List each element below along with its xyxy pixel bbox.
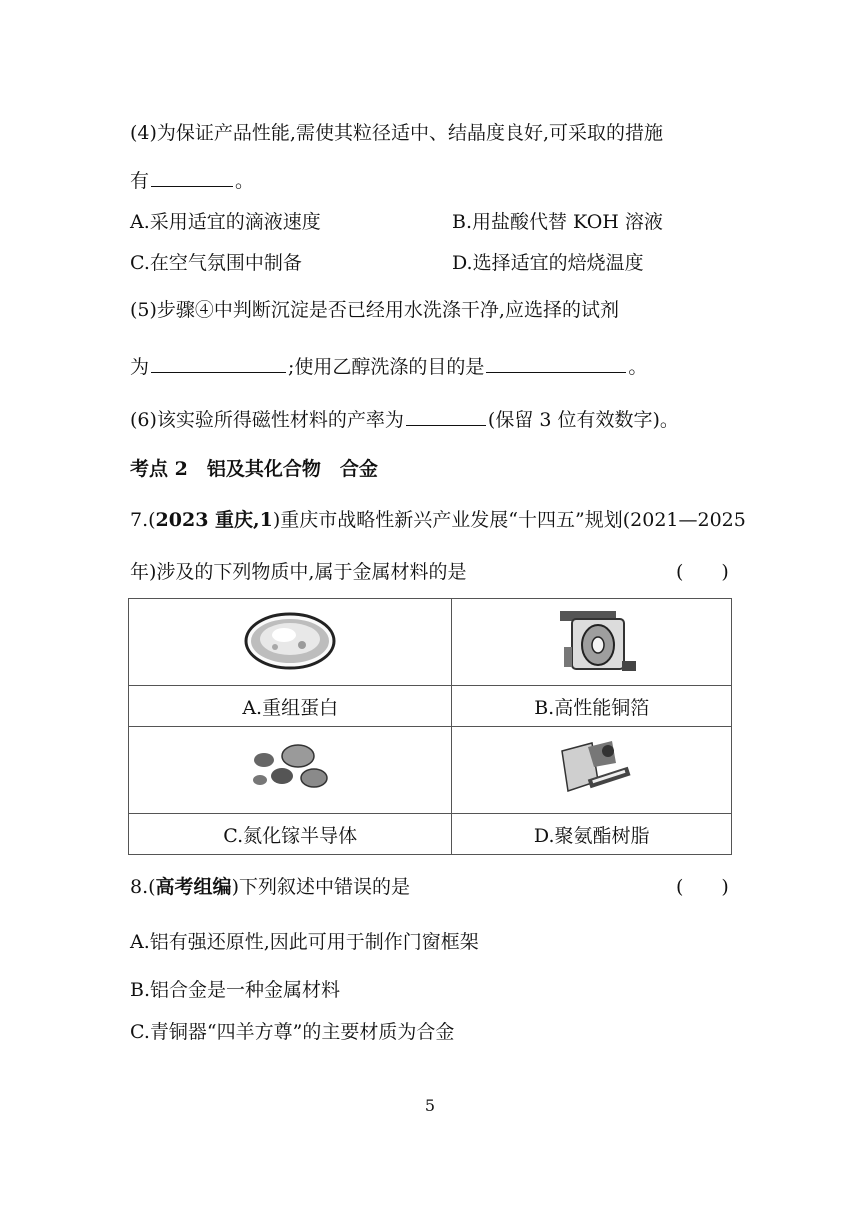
q7-option-a-image	[129, 599, 452, 686]
q5-stem-suffix: 。	[628, 356, 648, 378]
q8-option-c: C.青铜器“四羊方尊”的主要材质为合金	[130, 1021, 455, 1043]
q7-source: 2023 重庆,1	[155, 509, 273, 531]
q5-stem-line1: (5)步骤④中判断沉淀是否已经用水洗涤干净,应选择的试剂	[130, 299, 619, 321]
q5-stem-mid: ;使用乙醇洗涤的目的是	[288, 356, 485, 378]
q5-stem-line2	[130, 358, 647, 377]
q4-option-d: D.选择适宜的焙烧温度	[452, 252, 644, 274]
q6-stem-suffix: (保留 3 位有效数字)。	[487, 409, 679, 431]
q5-answer-blank-2	[486, 371, 626, 373]
q4-option-a: A.采用适宜的滴液速度	[130, 211, 321, 233]
q7-option-b-label: B.高性能铜箔	[452, 686, 732, 727]
q4-stem-line1: (4)为保证产品性能,需使其粒径适中、结晶度良好,可采取的措施	[130, 122, 663, 144]
q8-stem-rest: )下列叙述中错误的是	[231, 876, 410, 898]
section-heading: 考点 2 铝及其化合物 合金	[130, 458, 378, 480]
q6-stem-prefix: (6)该实验所得磁性材料的产率为	[130, 409, 404, 431]
q4-stem-suffix: 。	[235, 170, 255, 192]
q5-answer-blank-1	[151, 371, 286, 373]
q7-option-d-label: D.聚氨酯树脂	[452, 814, 732, 855]
q8-stem	[130, 878, 410, 897]
q7-prefix: 7.(	[130, 509, 156, 531]
q5-stem-prefix: 为	[130, 356, 150, 378]
q8-prefix: 8.(	[130, 876, 156, 898]
q7-option-c-label: C.氮化镓半导体	[129, 814, 452, 855]
q7-option-a-label: A.重组蛋白	[129, 686, 452, 727]
q4-answer-blank	[151, 185, 233, 187]
q7-answer-paren: ( )	[676, 561, 729, 583]
q7-options-table	[128, 598, 732, 855]
q6-stem	[130, 411, 679, 430]
q7-option-c-image	[129, 727, 452, 814]
q4-stem-line2	[130, 172, 254, 191]
q8-answer-paren: ( )	[676, 876, 729, 898]
q4-stem-prefix: 有	[130, 170, 150, 192]
q7-option-b-image	[452, 599, 732, 686]
q8-option-a: A.铝有强还原性,因此可用于制作门窗框架	[130, 931, 479, 953]
q7-stem-line1	[130, 511, 746, 530]
polyurethane-resin-icon	[542, 733, 642, 803]
q8-option-b: B.铝合金是一种金属材料	[130, 979, 341, 1001]
gallium-nitride-wafers-icon	[240, 738, 340, 798]
protein-powder-dish-icon	[240, 605, 340, 675]
copper-foil-roll-icon	[542, 603, 642, 677]
q4-option-b: B.用盐酸代替 KOH 溶液	[452, 211, 663, 233]
page-number: 5	[424, 1096, 436, 1115]
q7-stem-line2: 年)涉及的下列物质中,属于金属材料的是	[130, 561, 467, 583]
q6-answer-blank	[406, 424, 486, 426]
q4-option-c: C.在空气氛围中制备	[130, 252, 302, 274]
q7-stem-rest: )重庆市战略性新兴产业发展“十四五”规划(2021—2025	[272, 509, 746, 531]
q8-source: 高考组编	[155, 876, 232, 898]
q7-option-d-image	[452, 727, 732, 814]
